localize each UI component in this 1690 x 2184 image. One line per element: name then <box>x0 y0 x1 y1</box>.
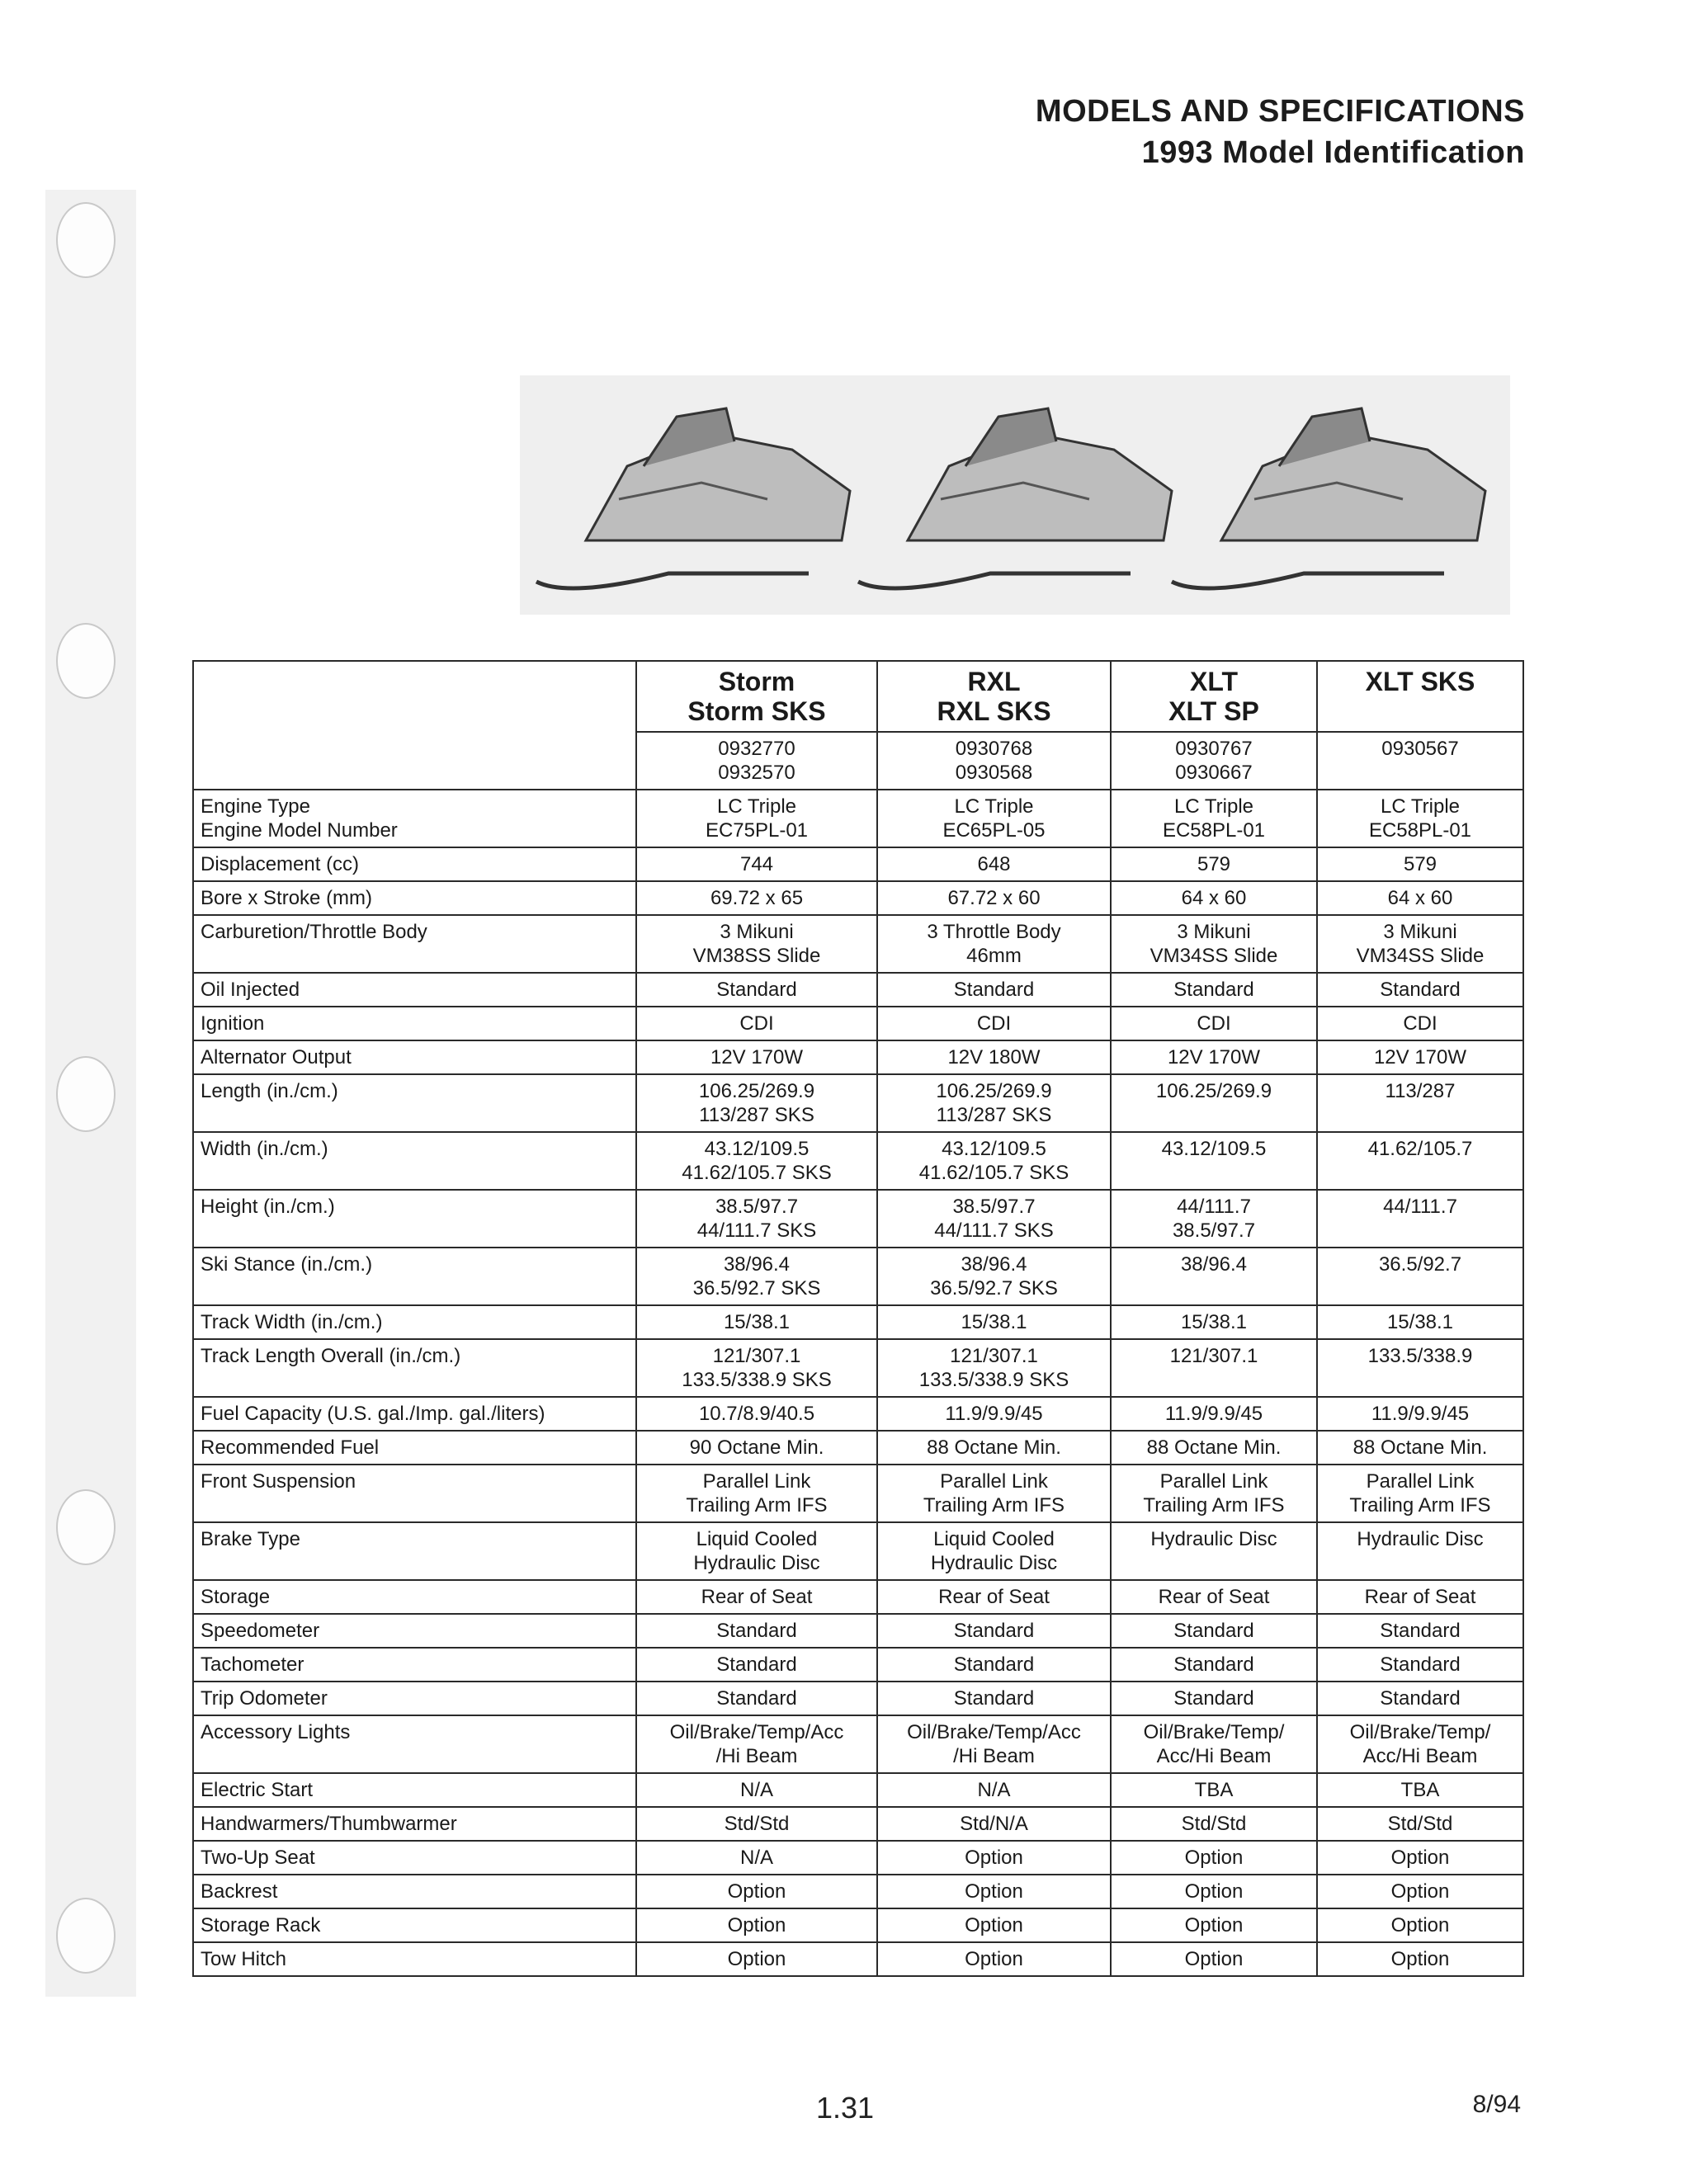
spec-row <box>193 1397 1523 1431</box>
spec-value: Option <box>877 1942 1111 1976</box>
spec-value: Std/N/A <box>877 1807 1111 1841</box>
spec-value: 44/111.7 38.5/97.7 <box>1111 1190 1317 1248</box>
spec-value: Option <box>636 1875 877 1908</box>
spec-row <box>193 790 1523 847</box>
spec-row <box>193 1682 1523 1715</box>
spec-label: Length (in./cm.) <box>193 1074 636 1132</box>
spec-row <box>193 1648 1523 1682</box>
binder-hole <box>56 1489 116 1565</box>
page-subtitle: 1993 Model Identification <box>1141 135 1525 170</box>
spec-row <box>193 1614 1523 1648</box>
spec-value: Hydraulic Disc <box>1317 1522 1523 1580</box>
spec-value: N/A <box>636 1841 877 1875</box>
spec-value: 15/38.1 <box>636 1305 877 1339</box>
part-number-cell: 0930767 0930667 <box>1111 732 1317 790</box>
spec-value: Standard <box>636 1682 877 1715</box>
spec-value: CDI <box>1111 1007 1317 1040</box>
spec-label: Storage <box>193 1580 636 1614</box>
spec-value: Standard <box>877 1682 1111 1715</box>
spec-row <box>193 881 1523 915</box>
spec-rows <box>193 790 1523 1976</box>
spec-value: 10.7/8.9/40.5 <box>636 1397 877 1431</box>
spec-value: Option <box>1111 1841 1317 1875</box>
binder-hole <box>56 1898 116 1974</box>
spec-value: Standard <box>1111 1682 1317 1715</box>
spec-value: 69.72 x 65 <box>636 881 877 915</box>
spec-value: Standard <box>1317 1648 1523 1682</box>
spec-label: Engine Type Engine Model Number <box>193 790 636 847</box>
spec-label: Carburetion/Throttle Body <box>193 915 636 973</box>
spec-value: 11.9/9.9/45 <box>877 1397 1111 1431</box>
spec-label: Storage Rack <box>193 1908 636 1942</box>
spec-value: Standard <box>636 1648 877 1682</box>
spec-label: Brake Type <box>193 1522 636 1580</box>
spec-value: 121/307.1 133.5/338.9 SKS <box>636 1339 877 1397</box>
spec-value: 3 Mikuni VM34SS Slide <box>1111 915 1317 973</box>
spec-label: Track Length Overall (in./cm.) <box>193 1339 636 1397</box>
spec-value: 11.9/9.9/45 <box>1111 1397 1317 1431</box>
spec-value: Oil/Brake/Temp/Acc /Hi Beam <box>877 1715 1111 1773</box>
spec-value: 133.5/338.9 <box>1317 1339 1523 1397</box>
spec-label: Track Width (in./cm.) <box>193 1305 636 1339</box>
spec-value: 3 Throttle Body 46mm <box>877 915 1111 973</box>
spec-row <box>193 1875 1523 1908</box>
spec-value: N/A <box>877 1773 1111 1807</box>
binder-hole <box>56 1056 116 1132</box>
spec-row <box>193 1465 1523 1522</box>
spec-value: 64 x 60 <box>1317 881 1523 915</box>
spec-value: Standard <box>1111 973 1317 1007</box>
spec-label: Recommended Fuel <box>193 1431 636 1465</box>
spec-value: 90 Octane Min. <box>636 1431 877 1465</box>
spec-row <box>193 1807 1523 1841</box>
spec-value: N/A <box>636 1773 877 1807</box>
spec-value: Rear of Seat <box>1111 1580 1317 1614</box>
spec-label: Width (in./cm.) <box>193 1132 636 1190</box>
spec-value: Parallel Link Trailing Arm IFS <box>636 1465 877 1522</box>
spec-label: Front Suspension <box>193 1465 636 1522</box>
spec-row <box>193 1305 1523 1339</box>
spec-value: Hydraulic Disc <box>1111 1522 1317 1580</box>
spec-value: Standard <box>1317 1614 1523 1648</box>
spec-row <box>193 1431 1523 1465</box>
part-number-cell: 0930768 0930568 <box>877 732 1111 790</box>
spec-label: Tachometer <box>193 1648 636 1682</box>
spec-row <box>193 1074 1523 1132</box>
spec-value: Option <box>877 1875 1111 1908</box>
spec-value: 15/38.1 <box>1111 1305 1317 1339</box>
spec-value: Std/Std <box>1111 1807 1317 1841</box>
spec-value: 43.12/109.5 41.62/105.7 SKS <box>877 1132 1111 1190</box>
spec-value: 12V 170W <box>1111 1040 1317 1074</box>
spec-value: Parallel Link Trailing Arm IFS <box>1317 1465 1523 1522</box>
spec-label: Electric Start <box>193 1773 636 1807</box>
spec-value: 15/38.1 <box>877 1305 1111 1339</box>
spec-row <box>193 1522 1523 1580</box>
model-header: Storm Storm SKS <box>636 661 877 732</box>
page-number: 1.31 <box>815 2091 875 2125</box>
spec-label: Accessory Lights <box>193 1715 636 1773</box>
spec-value: Standard <box>1317 973 1523 1007</box>
spec-value: 106.25/269.9 <box>1111 1074 1317 1132</box>
spec-label: Backrest <box>193 1875 636 1908</box>
spec-value: 106.25/269.9 113/287 SKS <box>636 1074 877 1132</box>
spec-value: Standard <box>877 973 1111 1007</box>
spec-value: 12V 170W <box>636 1040 877 1074</box>
spec-value: Standard <box>1317 1682 1523 1715</box>
model-header: XLT XLT SP <box>1111 661 1317 732</box>
spec-label: Alternator Output <box>193 1040 636 1074</box>
specifications-table <box>192 660 1524 1977</box>
spec-row <box>193 1132 1523 1190</box>
spec-value: 38/96.4 36.5/92.7 SKS <box>877 1248 1111 1305</box>
spec-value: LC Triple EC75PL-01 <box>636 790 877 847</box>
spec-value: 88 Octane Min. <box>1317 1431 1523 1465</box>
snowmobile-photo-icon <box>520 375 1510 615</box>
page-title: MODELS AND SPECIFICATIONS <box>1035 94 1525 129</box>
spec-label: Tow Hitch <box>193 1942 636 1976</box>
spec-value: LC Triple EC58PL-01 <box>1111 790 1317 847</box>
spec-value: 64 x 60 <box>1111 881 1317 915</box>
snowmobile-graphic <box>536 408 850 588</box>
spec-value: Std/Std <box>636 1807 877 1841</box>
spec-label: Two-Up Seat <box>193 1841 636 1875</box>
spec-row <box>193 1715 1523 1773</box>
binder-hole <box>56 623 116 699</box>
spec-label: Speedometer <box>193 1614 636 1648</box>
spec-value: Standard <box>636 1614 877 1648</box>
spec-value: 67.72 x 60 <box>877 881 1111 915</box>
spec-label: Trip Odometer <box>193 1682 636 1715</box>
spec-value: Standard <box>1111 1614 1317 1648</box>
spec-value: CDI <box>636 1007 877 1040</box>
spec-value: Rear of Seat <box>877 1580 1111 1614</box>
spec-value: Option <box>1111 1908 1317 1942</box>
spec-value: Option <box>1111 1875 1317 1908</box>
spec-value: Option <box>636 1908 877 1942</box>
spec-value: Standard <box>877 1614 1111 1648</box>
spec-value: 12V 180W <box>877 1040 1111 1074</box>
spec-value: 3 Mikuni VM38SS Slide <box>636 915 877 973</box>
spec-value: Standard <box>1111 1648 1317 1682</box>
spec-label: Oil Injected <box>193 973 636 1007</box>
part-number-cell: 0930567 <box>1317 732 1523 790</box>
spec-value: Option <box>1317 1942 1523 1976</box>
spec-value: LC Triple EC65PL-05 <box>877 790 1111 847</box>
spec-row <box>193 1040 1523 1074</box>
spec-label: Height (in./cm.) <box>193 1190 636 1248</box>
page-header <box>1036 91 1525 173</box>
spec-value: 88 Octane Min. <box>1111 1431 1317 1465</box>
spec-value: Oil/Brake/Temp/ Acc/Hi Beam <box>1317 1715 1523 1773</box>
spec-value: LC Triple EC58PL-01 <box>1317 790 1523 847</box>
spec-value: 15/38.1 <box>1317 1305 1523 1339</box>
spec-row <box>193 1908 1523 1942</box>
spec-value: 3 Mikuni VM34SS Slide <box>1317 915 1523 973</box>
spec-value: Oil/Brake/Temp/ Acc/Hi Beam <box>1111 1715 1317 1773</box>
spec-value: Std/Std <box>1317 1807 1523 1841</box>
spec-value: Option <box>877 1841 1111 1875</box>
snowmobiles-illustration <box>520 375 1510 615</box>
spec-label: Bore x Stroke (mm) <box>193 881 636 915</box>
spec-value: CDI <box>1317 1007 1523 1040</box>
spec-value: 41.62/105.7 <box>1317 1132 1523 1190</box>
spec-value: Liquid Cooled Hydraulic Disc <box>636 1522 877 1580</box>
spec-value: 36.5/92.7 <box>1317 1248 1523 1305</box>
spec-value: 106.25/269.9 113/287 SKS <box>877 1074 1111 1132</box>
spec-value: 43.12/109.5 41.62/105.7 SKS <box>636 1132 877 1190</box>
spec-value: Option <box>1317 1875 1523 1908</box>
spec-row <box>193 1190 1523 1248</box>
spec-label: Ignition <box>193 1007 636 1040</box>
spec-label: Displacement (cc) <box>193 847 636 881</box>
spec-value: Option <box>1317 1841 1523 1875</box>
spec-value: 38.5/97.7 44/111.7 SKS <box>877 1190 1111 1248</box>
spec-row <box>193 1773 1523 1807</box>
spec-value: Option <box>1317 1908 1523 1942</box>
spec-value: 11.9/9.9/45 <box>1317 1397 1523 1431</box>
spec-row <box>193 915 1523 973</box>
spec-value: TBA <box>1317 1773 1523 1807</box>
spec-row <box>193 1841 1523 1875</box>
spec-value: Standard <box>877 1648 1111 1682</box>
spec-value: 44/111.7 <box>1317 1190 1523 1248</box>
model-header: RXL RXL SKS <box>877 661 1111 732</box>
spec-row <box>193 973 1523 1007</box>
spec-row <box>193 1339 1523 1397</box>
spec-value: Option <box>1111 1942 1317 1976</box>
spec-value: 12V 170W <box>1317 1040 1523 1074</box>
spec-value: Oil/Brake/Temp/Acc /Hi Beam <box>636 1715 877 1773</box>
spec-row <box>193 1007 1523 1040</box>
revision-date: 8/94 <box>1472 2091 1521 2118</box>
binder-hole <box>56 202 116 278</box>
spec-value: Parallel Link Trailing Arm IFS <box>1111 1465 1317 1522</box>
spec-value: Rear of Seat <box>636 1580 877 1614</box>
spec-row <box>193 847 1523 881</box>
spec-value: 579 <box>1111 847 1317 881</box>
corner-cell <box>193 661 636 790</box>
spec-value: 88 Octane Min. <box>877 1431 1111 1465</box>
spec-value: 121/307.1 133.5/338.9 SKS <box>877 1339 1111 1397</box>
spec-value: 579 <box>1317 847 1523 881</box>
spec-value: TBA <box>1111 1773 1317 1807</box>
spec-value: 38.5/97.7 44/111.7 SKS <box>636 1190 877 1248</box>
model-header: XLT SKS <box>1317 661 1523 732</box>
spec-value: 38/96.4 <box>1111 1248 1317 1305</box>
spec-row <box>193 1580 1523 1614</box>
spec-value: Option <box>877 1908 1111 1942</box>
spec-value: 648 <box>877 847 1111 881</box>
snowmobile-graphic <box>1172 408 1485 588</box>
spec-label: Fuel Capacity (U.S. gal./Imp. gal./liters) <box>193 1397 636 1431</box>
spec-value: 744 <box>636 847 877 881</box>
spec-label: Handwarmers/Thumbwarmer <box>193 1807 636 1841</box>
spec-value: Liquid Cooled Hydraulic Disc <box>877 1522 1111 1580</box>
spec-row <box>193 1248 1523 1305</box>
spec-value: Option <box>636 1942 877 1976</box>
model-header-row <box>193 661 1523 732</box>
spec-row <box>193 1942 1523 1976</box>
spec-value: CDI <box>877 1007 1111 1040</box>
spec-value: 43.12/109.5 <box>1111 1132 1317 1190</box>
spec-value: 38/96.4 36.5/92.7 SKS <box>636 1248 877 1305</box>
spec-value: Standard <box>636 973 877 1007</box>
spec-label: Ski Stance (in./cm.) <box>193 1248 636 1305</box>
snowmobile-graphic <box>858 408 1172 588</box>
spec-value: 113/287 <box>1317 1074 1523 1132</box>
part-number-cell: 0932770 0932570 <box>636 732 877 790</box>
spec-value: 121/307.1 <box>1111 1339 1317 1397</box>
spec-value: Rear of Seat <box>1317 1580 1523 1614</box>
spec-value: Parallel Link Trailing Arm IFS <box>877 1465 1111 1522</box>
